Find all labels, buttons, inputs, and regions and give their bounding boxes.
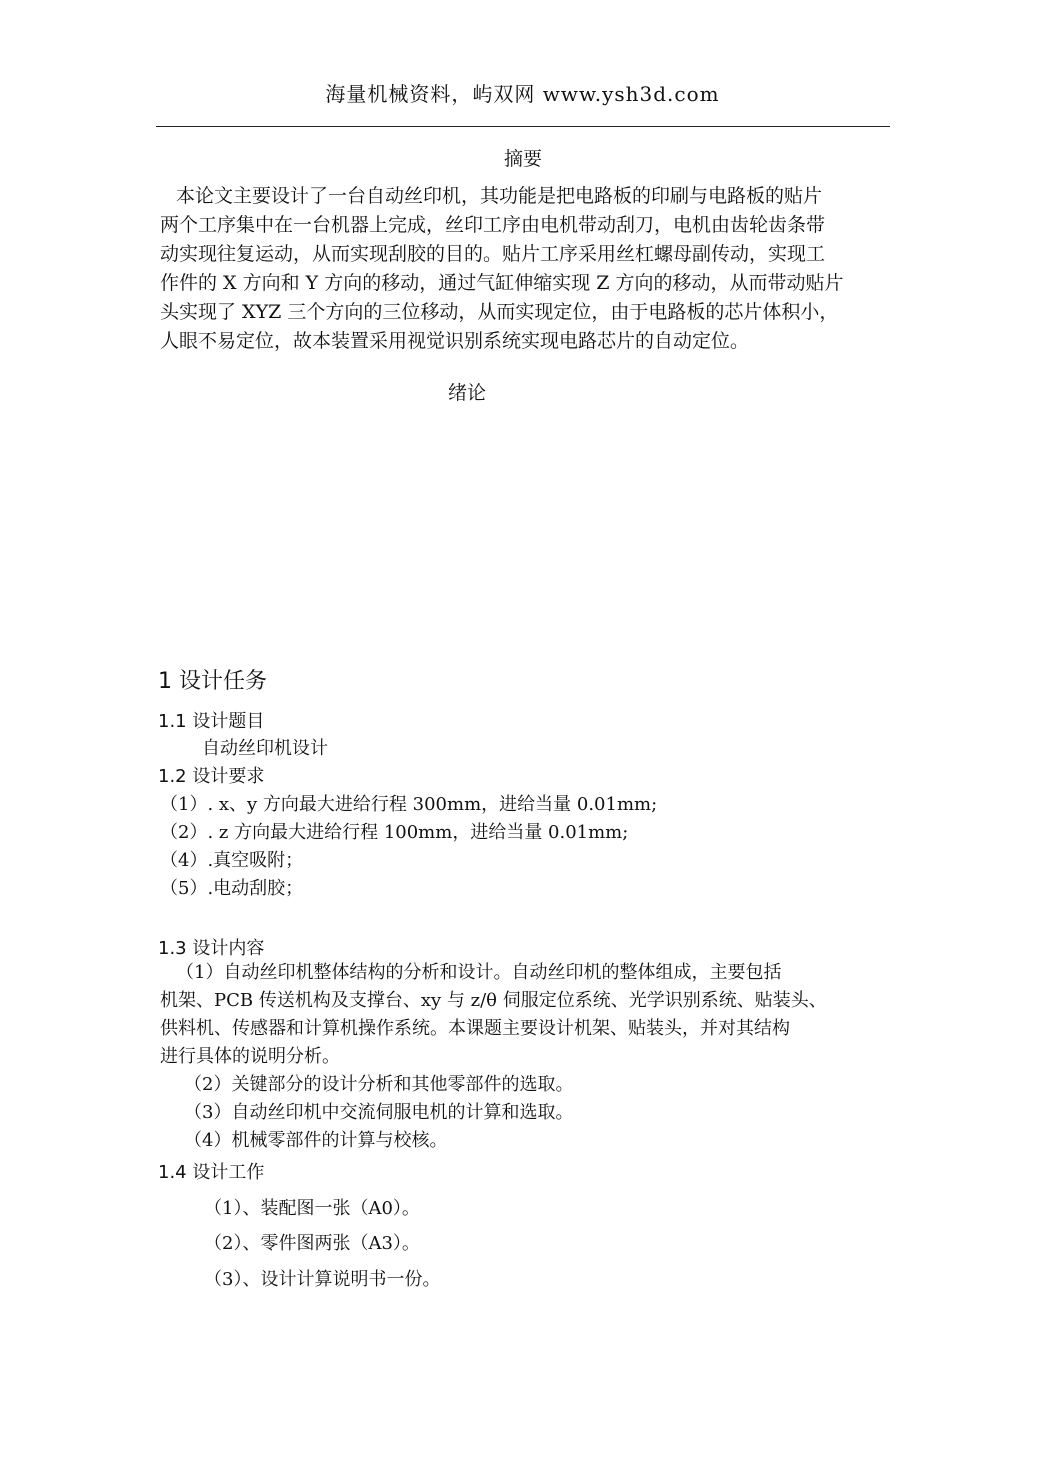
- content-line: （3）自动丝印机中交流伺服电机的计算和选取。: [184, 1102, 574, 1123]
- abstract-line: 本论文主要设计了一台自动丝印机，其功能是把电路板的印刷与电路板的贴片: [176, 185, 823, 207]
- abstract-line: 头实现了 XYZ 三个方向的三位移动，从而实现定位，由于电路板的芯片体积小，: [160, 301, 839, 323]
- section-1-3-heading: 1.3 设计内容: [158, 938, 265, 959]
- work-item: （3）、设计计算说明书一份。: [204, 1269, 441, 1290]
- section-1-4-heading: 1.4 设计工作: [158, 1162, 265, 1183]
- design-topic: 自动丝印机设计: [202, 738, 328, 759]
- abstract-body: [160, 182, 888, 356]
- abstract-line: 两个工序集中在一台机器上完成，丝印工序由电机带动刮刀，电机由齿轮齿条带: [160, 214, 826, 236]
- section-1-1-heading: 1.1 设计题目: [158, 711, 265, 732]
- intro-title: 绪论: [447, 382, 486, 404]
- requirement-item: （2）. z 方向最大进给行程 100mm，进给当量 0.01mm;: [160, 822, 629, 843]
- header-rule: [156, 126, 890, 127]
- abstract-line: 作件的 X 方向和 Y 方向的移动，通过气缸伸缩实现 Z 方向的移动，从而带动贴片: [160, 272, 844, 294]
- abstract-line: 动实现往复运动，从而实现刮胶的目的。贴片工序采用丝杠螺母副传动，实现工: [160, 243, 826, 265]
- design-content-body: [160, 959, 888, 1155]
- work-item: （1）、装配图一张（A0）。: [204, 1198, 420, 1219]
- work-item: （2）、零件图两张（A3）。: [204, 1233, 420, 1254]
- section-1-heading: 1 设计任务: [158, 669, 267, 694]
- abstract-title: 摘要: [503, 148, 542, 170]
- requirement-item: （4）.真空吸附；: [160, 850, 304, 871]
- requirement-item: （5）.电动刮胶；: [160, 878, 304, 899]
- content-line: 进行具体的说明分析。: [160, 1046, 340, 1067]
- content-line: （2）关键部分的设计分析和其他零部件的选取。: [184, 1074, 574, 1095]
- page-header: 海量机械资料，屿双网 www.ysh3d.com: [325, 82, 720, 106]
- requirement-item: （1）. x、y 方向最大进给行程 300mm，进给当量 0.01mm;: [160, 794, 658, 815]
- content-line: （1）自动丝印机整体结构的分析和设计。自动丝印机的整体组成，主要包括: [176, 962, 782, 983]
- content-line: 供料机、传感器和计算机操作系统。本课题主要设计机架、贴装头，并对其结构: [160, 1018, 790, 1039]
- abstract-line: 人眼不易定位，故本装置采用视觉识别系统实现电路芯片的自动定位。: [160, 330, 750, 352]
- section-1-2-heading: 1.2 设计要求: [158, 766, 265, 787]
- content-line: （4）机械零部件的计算与校核。: [184, 1130, 448, 1151]
- content-line: 机架、PCB 传送机构及支撑台、xy 与 z/θ 伺服定位系统、光学识别系统、贴装头、: [160, 990, 827, 1011]
